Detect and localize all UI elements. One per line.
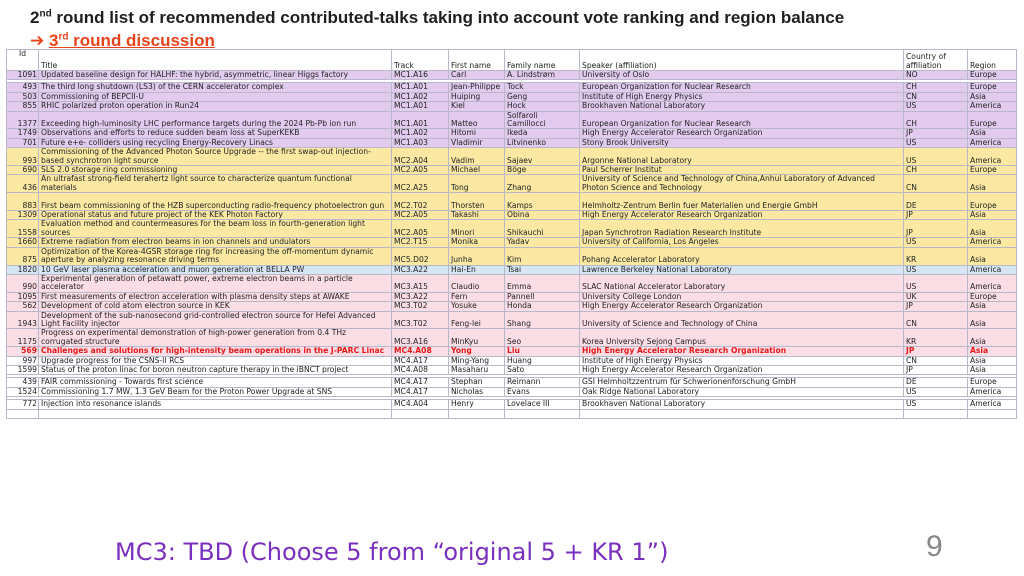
cell-first-name: Ming-Yang	[449, 356, 505, 365]
cell-country: US	[904, 265, 968, 274]
cell-id: 1820	[7, 265, 39, 274]
cell-family-name: Evans	[505, 387, 580, 396]
cell-title: Development of cold atom electron source in KEK	[39, 302, 392, 311]
cell-first-name: Carl	[449, 71, 505, 80]
cell-first-name: Yong	[449, 347, 505, 356]
cell-first-name: Fern	[449, 292, 505, 301]
cell-speaker: SLAC National Accelerator Laboratory	[580, 274, 904, 292]
cell-first-name: Stephan	[449, 378, 505, 387]
cell-title: Development of the sub-nanosecond grid-controlled electron source for Hefei Advanced Light Facility injector	[39, 311, 392, 329]
cell-country: US	[904, 387, 968, 396]
cell-speaker: University of Science and Technology of China,Anhui Laboratory of Advanced Photon Science and Technology	[580, 175, 904, 193]
cell-first-name: Takashi	[449, 211, 505, 220]
cell-speaker: University of Science and Technology of China	[580, 311, 904, 329]
header-id: Id	[7, 50, 39, 71]
cell-country: CH	[904, 83, 968, 92]
cell-first-name: Claudio	[449, 274, 505, 292]
cell-region: Asia	[968, 356, 1017, 365]
cell-region: Europe	[968, 193, 1017, 211]
cell-track: MC4.A17	[392, 356, 449, 365]
cell-track	[392, 409, 449, 418]
table-row	[7, 111, 1017, 129]
cell-title: Operational status and future project of the KEK Photon Factory	[39, 211, 392, 220]
cell-family-name: Shikauchi	[505, 220, 580, 238]
cell-family-name: Ikeda	[505, 129, 580, 138]
cell-id: 1095	[7, 292, 39, 301]
cell-title: Commissioning 1.7 MW, 1.3 GeV Beam for the Proton Power Upgrade at SNS	[39, 387, 392, 396]
cell-id: 883	[7, 193, 39, 211]
cell-country: CN	[904, 356, 968, 365]
cell-id: 1749	[7, 129, 39, 138]
cell-region: America	[968, 148, 1017, 166]
cell-region: Europe	[968, 292, 1017, 301]
cell-title: SLS 2.0 storage ring commissioning	[39, 166, 392, 175]
cell-family-name: Solfaroli Camillocci	[505, 111, 580, 129]
cell-family-name: Pannell	[505, 292, 580, 301]
cell-speaker: Pohang Accelerator Laboratory	[580, 247, 904, 265]
cell-region: Asia	[968, 347, 1017, 356]
table-row	[7, 92, 1017, 101]
cell-title: Commissioning of BEPCII-U	[39, 92, 392, 101]
cell-country	[904, 409, 968, 418]
cell-region: Europe	[968, 83, 1017, 92]
cell-country: US	[904, 274, 968, 292]
cell-track: MC4.A04	[392, 400, 449, 409]
cell-title: Experimental generation of petawatt power, extreme electron beams in a particle accelerator	[39, 274, 392, 292]
cell-speaker: University of Oslo	[580, 71, 904, 80]
cell-country: JP	[904, 347, 968, 356]
cell-country: NO	[904, 71, 968, 80]
cell-id: 690	[7, 166, 39, 175]
talks-table	[6, 49, 1017, 419]
cell-first-name: Huiping	[449, 92, 505, 101]
cell-id: 1175	[7, 329, 39, 347]
cell-first-name: Nicholas	[449, 387, 505, 396]
cell-region: Asia	[968, 311, 1017, 329]
cell-track: MC4.A17	[392, 387, 449, 396]
cell-first-name: Thorsten	[449, 193, 505, 211]
cell-first-name: Hai-En	[449, 265, 505, 274]
arrow-icon: ➔	[30, 31, 45, 50]
cell-track: MC1.A01	[392, 102, 449, 111]
cell-track: MC2.A05	[392, 211, 449, 220]
cell-speaker: University of California, Los Angeles	[580, 238, 904, 247]
header-first-name: First name	[449, 50, 505, 71]
table-row	[7, 247, 1017, 265]
cell-family-name: Reimann	[505, 378, 580, 387]
cell-title: Upgrade progress for the CSNS-II RCS	[39, 356, 392, 365]
cell-country: CH	[904, 111, 968, 129]
cell-id: 503	[7, 92, 39, 101]
cell-track: MC3.A22	[392, 292, 449, 301]
cell-first-name: Feng-lei	[449, 311, 505, 329]
cell-track: MC4.A08	[392, 365, 449, 374]
cell-title: Future e+e- colliders using recycling Energy-Recovery Linacs	[39, 138, 392, 147]
cell-family-name: Emma	[505, 274, 580, 292]
cell-id: 569	[7, 347, 39, 356]
cell-title: Progress on experimental demonstration of high-power generation from 0.4 THz corrugated structure	[39, 329, 392, 347]
cell-track: MC4.A08	[392, 347, 449, 356]
table-row	[7, 148, 1017, 166]
cell-title: Commissioning of the Advanced Photon Source Upgrade -- the first swap-out injection-based synchrotron light source	[39, 148, 392, 166]
cell-country: US	[904, 400, 968, 409]
cell-first-name: Monika	[449, 238, 505, 247]
cell-id: 701	[7, 138, 39, 147]
table-row	[7, 71, 1017, 80]
cell-track: MC1.A01	[392, 83, 449, 92]
cell-family-name: Kamps	[505, 193, 580, 211]
cell-first-name: Tong	[449, 175, 505, 193]
cell-track: MC1.A01	[392, 111, 449, 129]
cell-speaker: High Energy Accelerator Research Organization	[580, 211, 904, 220]
cell-country: US	[904, 238, 968, 247]
cell-region: Europe	[968, 71, 1017, 80]
header-region: Region	[968, 50, 1017, 71]
table-row	[7, 329, 1017, 347]
table-row	[7, 220, 1017, 238]
cell-family-name: Honda	[505, 302, 580, 311]
cell-track: MC2.A05	[392, 166, 449, 175]
cell-region: America	[968, 274, 1017, 292]
cell-first-name: Henry	[449, 400, 505, 409]
table-header-row	[7, 50, 1017, 71]
cell-speaker: Korea University Sejong Campus	[580, 329, 904, 347]
table-row	[7, 265, 1017, 274]
cell-country: CN	[904, 311, 968, 329]
cell-family-name: Huang	[505, 356, 580, 365]
cell-id: 1599	[7, 365, 39, 374]
table-row	[7, 166, 1017, 175]
cell-id: 990	[7, 274, 39, 292]
cell-region: Asia	[968, 175, 1017, 193]
table-row	[7, 311, 1017, 329]
cell-family-name: Tsai	[505, 265, 580, 274]
cell-first-name: Yosuke	[449, 302, 505, 311]
cell-first-name: Masaharu	[449, 365, 505, 374]
cell-country: UK	[904, 292, 968, 301]
cell-country: US	[904, 148, 968, 166]
cell-speaker: Argonne National Laboratory	[580, 148, 904, 166]
cell-track: MC2.A04	[392, 148, 449, 166]
header-title: Title	[39, 50, 392, 71]
cell-region: America	[968, 138, 1017, 147]
cell-id: 875	[7, 247, 39, 265]
slide-title: 2nd round list of recommended contributed-talks taking into account vote ranking and region balance	[30, 8, 845, 27]
table-row	[7, 211, 1017, 220]
cell-region: America	[968, 400, 1017, 409]
cell-track: MC1.A03	[392, 138, 449, 147]
cell-speaker	[580, 409, 904, 418]
cell-country: JP	[904, 302, 968, 311]
cell-country: JP	[904, 211, 968, 220]
cell-region: Europe	[968, 166, 1017, 175]
footer-note: MC3: TBD (Choose 5 from “original 5 + KR 1”)	[115, 538, 669, 566]
header-family-name: Family name	[505, 50, 580, 71]
cell-first-name: Hitomi	[449, 129, 505, 138]
cell-title: Challenges and solutions for high-intensity beam operations in the J-PARC Linac	[39, 347, 392, 356]
cell-family-name: Sato	[505, 365, 580, 374]
cell-country: DE	[904, 378, 968, 387]
cell-title: Exceeding high-luminosity LHC performance targets during the 2024 Pb-Pb ion run	[39, 111, 392, 129]
cell-speaker: High Energy Accelerator Research Organization	[580, 365, 904, 374]
cell-id: 1309	[7, 211, 39, 220]
cell-family-name	[505, 409, 580, 418]
cell-speaker: Lawrence Berkeley National Laboratory	[580, 265, 904, 274]
cell-track: MC2.T15	[392, 238, 449, 247]
cell-title	[39, 409, 392, 418]
cell-track: MC3.A15	[392, 274, 449, 292]
cell-id: 997	[7, 356, 39, 365]
cell-speaker: Institute of High Energy Physics	[580, 356, 904, 365]
table-row	[7, 347, 1017, 356]
cell-country: KR	[904, 247, 968, 265]
cell-country: US	[904, 138, 968, 147]
cell-region: Asia	[968, 302, 1017, 311]
table-row	[7, 302, 1017, 311]
cell-first-name: Jean-Philippe	[449, 83, 505, 92]
cell-speaker: High Energy Accelerator Research Organization	[580, 347, 904, 356]
cell-first-name: Kiel	[449, 102, 505, 111]
cell-first-name: Michael	[449, 166, 505, 175]
table-row	[7, 238, 1017, 247]
cell-title: Observations and efforts to reduce sudden beam loss at SuperKEKB	[39, 129, 392, 138]
cell-region: Asia	[968, 220, 1017, 238]
cell-region: America	[968, 265, 1017, 274]
cell-region: Asia	[968, 247, 1017, 265]
cell-track: MC2.A05	[392, 220, 449, 238]
cell-region: Asia	[968, 129, 1017, 138]
cell-speaker: Institute of High Energy Physics	[580, 92, 904, 101]
cell-family-name: Liu	[505, 347, 580, 356]
cell-track: MC3.T02	[392, 311, 449, 329]
table-row	[7, 378, 1017, 387]
cell-title: FAIR commissioning - Towards first science	[39, 378, 392, 387]
table-row	[7, 138, 1017, 147]
cell-family-name: Zhang	[505, 175, 580, 193]
cell-title: Updated baseline design for HALHF: the hybrid, asymmetric, linear Higgs factory	[39, 71, 392, 80]
table-row	[7, 274, 1017, 292]
cell-id: 855	[7, 102, 39, 111]
cell-speaker: Oak Ridge National Laboratory	[580, 387, 904, 396]
cell-family-name: Litvinenko	[505, 138, 580, 147]
cell-id: 1558	[7, 220, 39, 238]
cell-family-name: Tock	[505, 83, 580, 92]
cell-title: Optimization of the Korea-4GSR storage ring for increasing the off-momentum dynamic aperture by analyzing resonance driving terms	[39, 247, 392, 265]
cell-first-name: Vadim	[449, 148, 505, 166]
cell-speaker: Japan Synchrotron Radiation Research Institute	[580, 220, 904, 238]
cell-id	[7, 409, 39, 418]
cell-title: Extreme radiation from electron beams in ion channels and undulators	[39, 238, 392, 247]
cell-title: The third long shutdown (LS3) of the CERN accelerator complex	[39, 83, 392, 92]
cell-track: MC1.A02	[392, 129, 449, 138]
cell-region: America	[968, 102, 1017, 111]
table-row	[7, 193, 1017, 211]
cell-speaker: GSI Helmholtzzentrum für Schwerionenforschung GmbH	[580, 378, 904, 387]
slide-subtitle: ➔ 3rd round discussion	[30, 31, 215, 50]
cell-speaker: University College London	[580, 292, 904, 301]
cell-country: US	[904, 102, 968, 111]
cell-first-name: Minori	[449, 220, 505, 238]
table-row	[7, 292, 1017, 301]
cell-id: 436	[7, 175, 39, 193]
cell-title: Injection into resonance islands	[39, 400, 392, 409]
cell-family-name: Böge	[505, 166, 580, 175]
cell-region: America	[968, 238, 1017, 247]
cell-speaker: Brookhaven National Laboratory	[580, 400, 904, 409]
cell-family-name: Shang	[505, 311, 580, 329]
cell-country: CN	[904, 175, 968, 193]
cell-id: 562	[7, 302, 39, 311]
cell-title: First measurements of electron acceleration with plasma density steps at AWAKE	[39, 292, 392, 301]
cell-region: Europe	[968, 378, 1017, 387]
cell-track: MC3.A22	[392, 265, 449, 274]
cell-family-name: Geng	[505, 92, 580, 101]
table-row	[7, 409, 1017, 418]
cell-id: 1377	[7, 111, 39, 129]
cell-family-name: Hock	[505, 102, 580, 111]
cell-id: 1943	[7, 311, 39, 329]
cell-region: Asia	[968, 365, 1017, 374]
table-row	[7, 83, 1017, 92]
cell-title: An ultrafast strong-field terahertz light source to characterize quantum functional materials	[39, 175, 392, 193]
cell-track: MC1.A02	[392, 92, 449, 101]
cell-speaker: Paul Scherrer Institut	[580, 166, 904, 175]
cell-family-name: Sajaev	[505, 148, 580, 166]
table-row	[7, 400, 1017, 409]
cell-first-name: Matteo	[449, 111, 505, 129]
cell-family-name: Obina	[505, 211, 580, 220]
table-row	[7, 356, 1017, 365]
cell-title: 10 GeV laser plasma acceleration and muon generation at BELLA PW	[39, 265, 392, 274]
cell-id: 1091	[7, 71, 39, 80]
cell-speaker: High Energy Accelerator Research Organization	[580, 129, 904, 138]
table-row	[7, 175, 1017, 193]
cell-region: America	[968, 387, 1017, 396]
table-row	[7, 387, 1017, 396]
cell-family-name: Seo	[505, 329, 580, 347]
cell-country: JP	[904, 129, 968, 138]
cell-family-name: Lovelace III	[505, 400, 580, 409]
cell-speaker: European Organization for Nuclear Research	[580, 83, 904, 92]
table-row	[7, 102, 1017, 111]
cell-first-name: Vladimir	[449, 138, 505, 147]
header-speaker: Speaker (affiliation)	[580, 50, 904, 71]
cell-region	[968, 409, 1017, 418]
cell-country: JP	[904, 220, 968, 238]
cell-id: 439	[7, 378, 39, 387]
cell-id: 772	[7, 400, 39, 409]
cell-id: 1524	[7, 387, 39, 396]
cell-region: Asia	[968, 92, 1017, 101]
cell-id: 1660	[7, 238, 39, 247]
cell-first-name: MinKyu	[449, 329, 505, 347]
cell-region: Asia	[968, 329, 1017, 347]
cell-family-name: A. Lindstrøm	[505, 71, 580, 80]
cell-track: MC2.A25	[392, 175, 449, 193]
cell-first-name: Junha	[449, 247, 505, 265]
cell-track: MC3.A16	[392, 329, 449, 347]
table-row	[7, 129, 1017, 138]
cell-title: Evaluation method and countermeasures for the beam loss in fourth-generation light sources	[39, 220, 392, 238]
cell-country: CH	[904, 166, 968, 175]
cell-region: Europe	[968, 111, 1017, 129]
cell-speaker: Stony Brook University	[580, 138, 904, 147]
cell-family-name: Kim	[505, 247, 580, 265]
cell-first-name	[449, 409, 505, 418]
cell-id: 993	[7, 148, 39, 166]
cell-country: JP	[904, 365, 968, 374]
cell-id: 493	[7, 83, 39, 92]
header-track: Track	[392, 50, 449, 71]
cell-country: CN	[904, 92, 968, 101]
cell-country: DE	[904, 193, 968, 211]
cell-track: MC5.D02	[392, 247, 449, 265]
cell-region: Asia	[968, 211, 1017, 220]
cell-family-name: Yadav	[505, 238, 580, 247]
cell-country: KR	[904, 329, 968, 347]
cell-track: MC4.A17	[392, 378, 449, 387]
cell-title: RHIC polarized proton operation in Run24	[39, 102, 392, 111]
cell-track: MC1.A16	[392, 71, 449, 80]
cell-track: MC2.T02	[392, 193, 449, 211]
cell-speaker: European Organization for Nuclear Research	[580, 111, 904, 129]
cell-track: MC3.T02	[392, 302, 449, 311]
page-number: 9	[926, 530, 943, 563]
cell-speaker: Brookhaven National Laboratory	[580, 102, 904, 111]
cell-title: Status of the proton linac for boron neutron capture therapy in the iBNCT project	[39, 365, 392, 374]
table-row	[7, 365, 1017, 374]
cell-speaker: High Energy Accelerator Research Organization	[580, 302, 904, 311]
header-country: Country of affiliation	[904, 50, 968, 71]
cell-speaker: Helmholtz-Zentrum Berlin fuer Materialien und Energie GmbH	[580, 193, 904, 211]
cell-title: First beam commissioning of the HZB superconducting radio-frequency photoelectron gun	[39, 193, 392, 211]
